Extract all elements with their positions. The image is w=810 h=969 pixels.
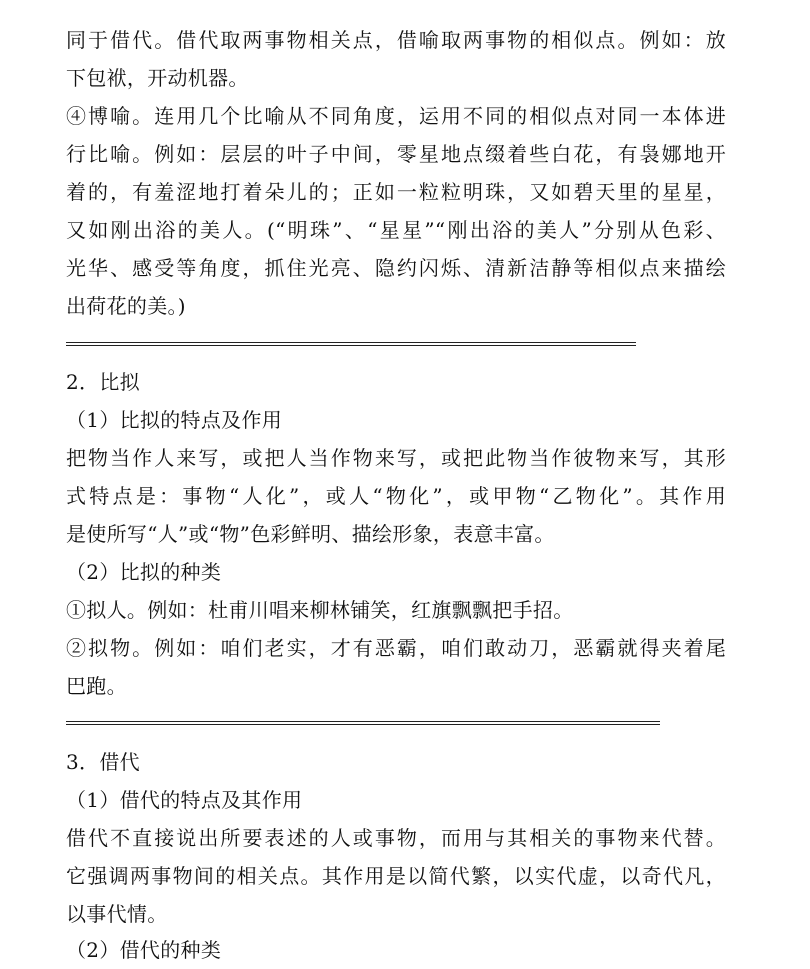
text-line: 出荷花的美。) — [66, 294, 186, 318]
text-line: 巴跑。 — [66, 674, 127, 698]
subsection-heading: （2）比拟的种类 — [66, 560, 222, 584]
subsection-heading: （1）比拟的特点及作用 — [66, 408, 283, 432]
text-line: 同于借代。借代取两事物相关点，借喻取两事物的相似点。例如：放 — [66, 28, 726, 52]
subsection-heading: （2）借代的种类 — [66, 938, 222, 962]
text-line: 它强调两事物间的相关点。其作用是以简代繁，以实代虚，以奇代凡， — [66, 864, 726, 888]
section-heading: 3．借代 — [66, 750, 140, 774]
subsection-heading: （1）借代的特点及其作用 — [66, 788, 303, 812]
text-line: ②拟物。例如：咱们老实，才有恶霸，咱们敢动刀，恶霸就得夹着尾 — [66, 636, 726, 660]
separator-line — [66, 721, 660, 725]
text-line: 借代不直接说出所要表述的人或事物，而用与其相关的事物来代替。 — [66, 826, 726, 850]
section-heading: 2．比拟 — [66, 370, 140, 394]
text-line: 下包袱，开动机器。 — [66, 66, 249, 90]
text-line: 以事代情。 — [66, 902, 168, 926]
text-line: 又如刚出浴的美人。(“明珠”、“星星”“刚出浴的美人”分别从色彩、 — [66, 218, 726, 242]
text-line: ①拟人。例如：杜甫川唱来柳林铺笑，红旗飘飘把手招。 — [66, 598, 574, 622]
text-line: 光华、感受等角度，抓住光亮、隐约闪烁、清新洁静等相似点来描绘 — [66, 256, 726, 280]
text-line: 着的，有羞涩地打着朵儿的；正如一粒粒明珠，又如碧天里的星星， — [66, 180, 726, 204]
text-line: 是使所写“人”或“物”色彩鲜明、描绘形象，表意丰富。 — [66, 522, 555, 546]
text-line: 行比喻。例如：层层的叶子中间，零星地点缀着些白花，有袅娜地开 — [66, 142, 726, 166]
separator-line — [66, 342, 636, 346]
text-line: 把物当作人来写，或把人当作物来写，或把此物当作彼物来写，其形 — [66, 446, 726, 470]
text-line: ④博喻。连用几个比喻从不同角度，运用不同的相似点对同一本体进 — [66, 104, 726, 128]
text-line: 式特点是：事物“人化”，或人“物化”，或甲物“乙物化”。其作用 — [66, 484, 726, 508]
